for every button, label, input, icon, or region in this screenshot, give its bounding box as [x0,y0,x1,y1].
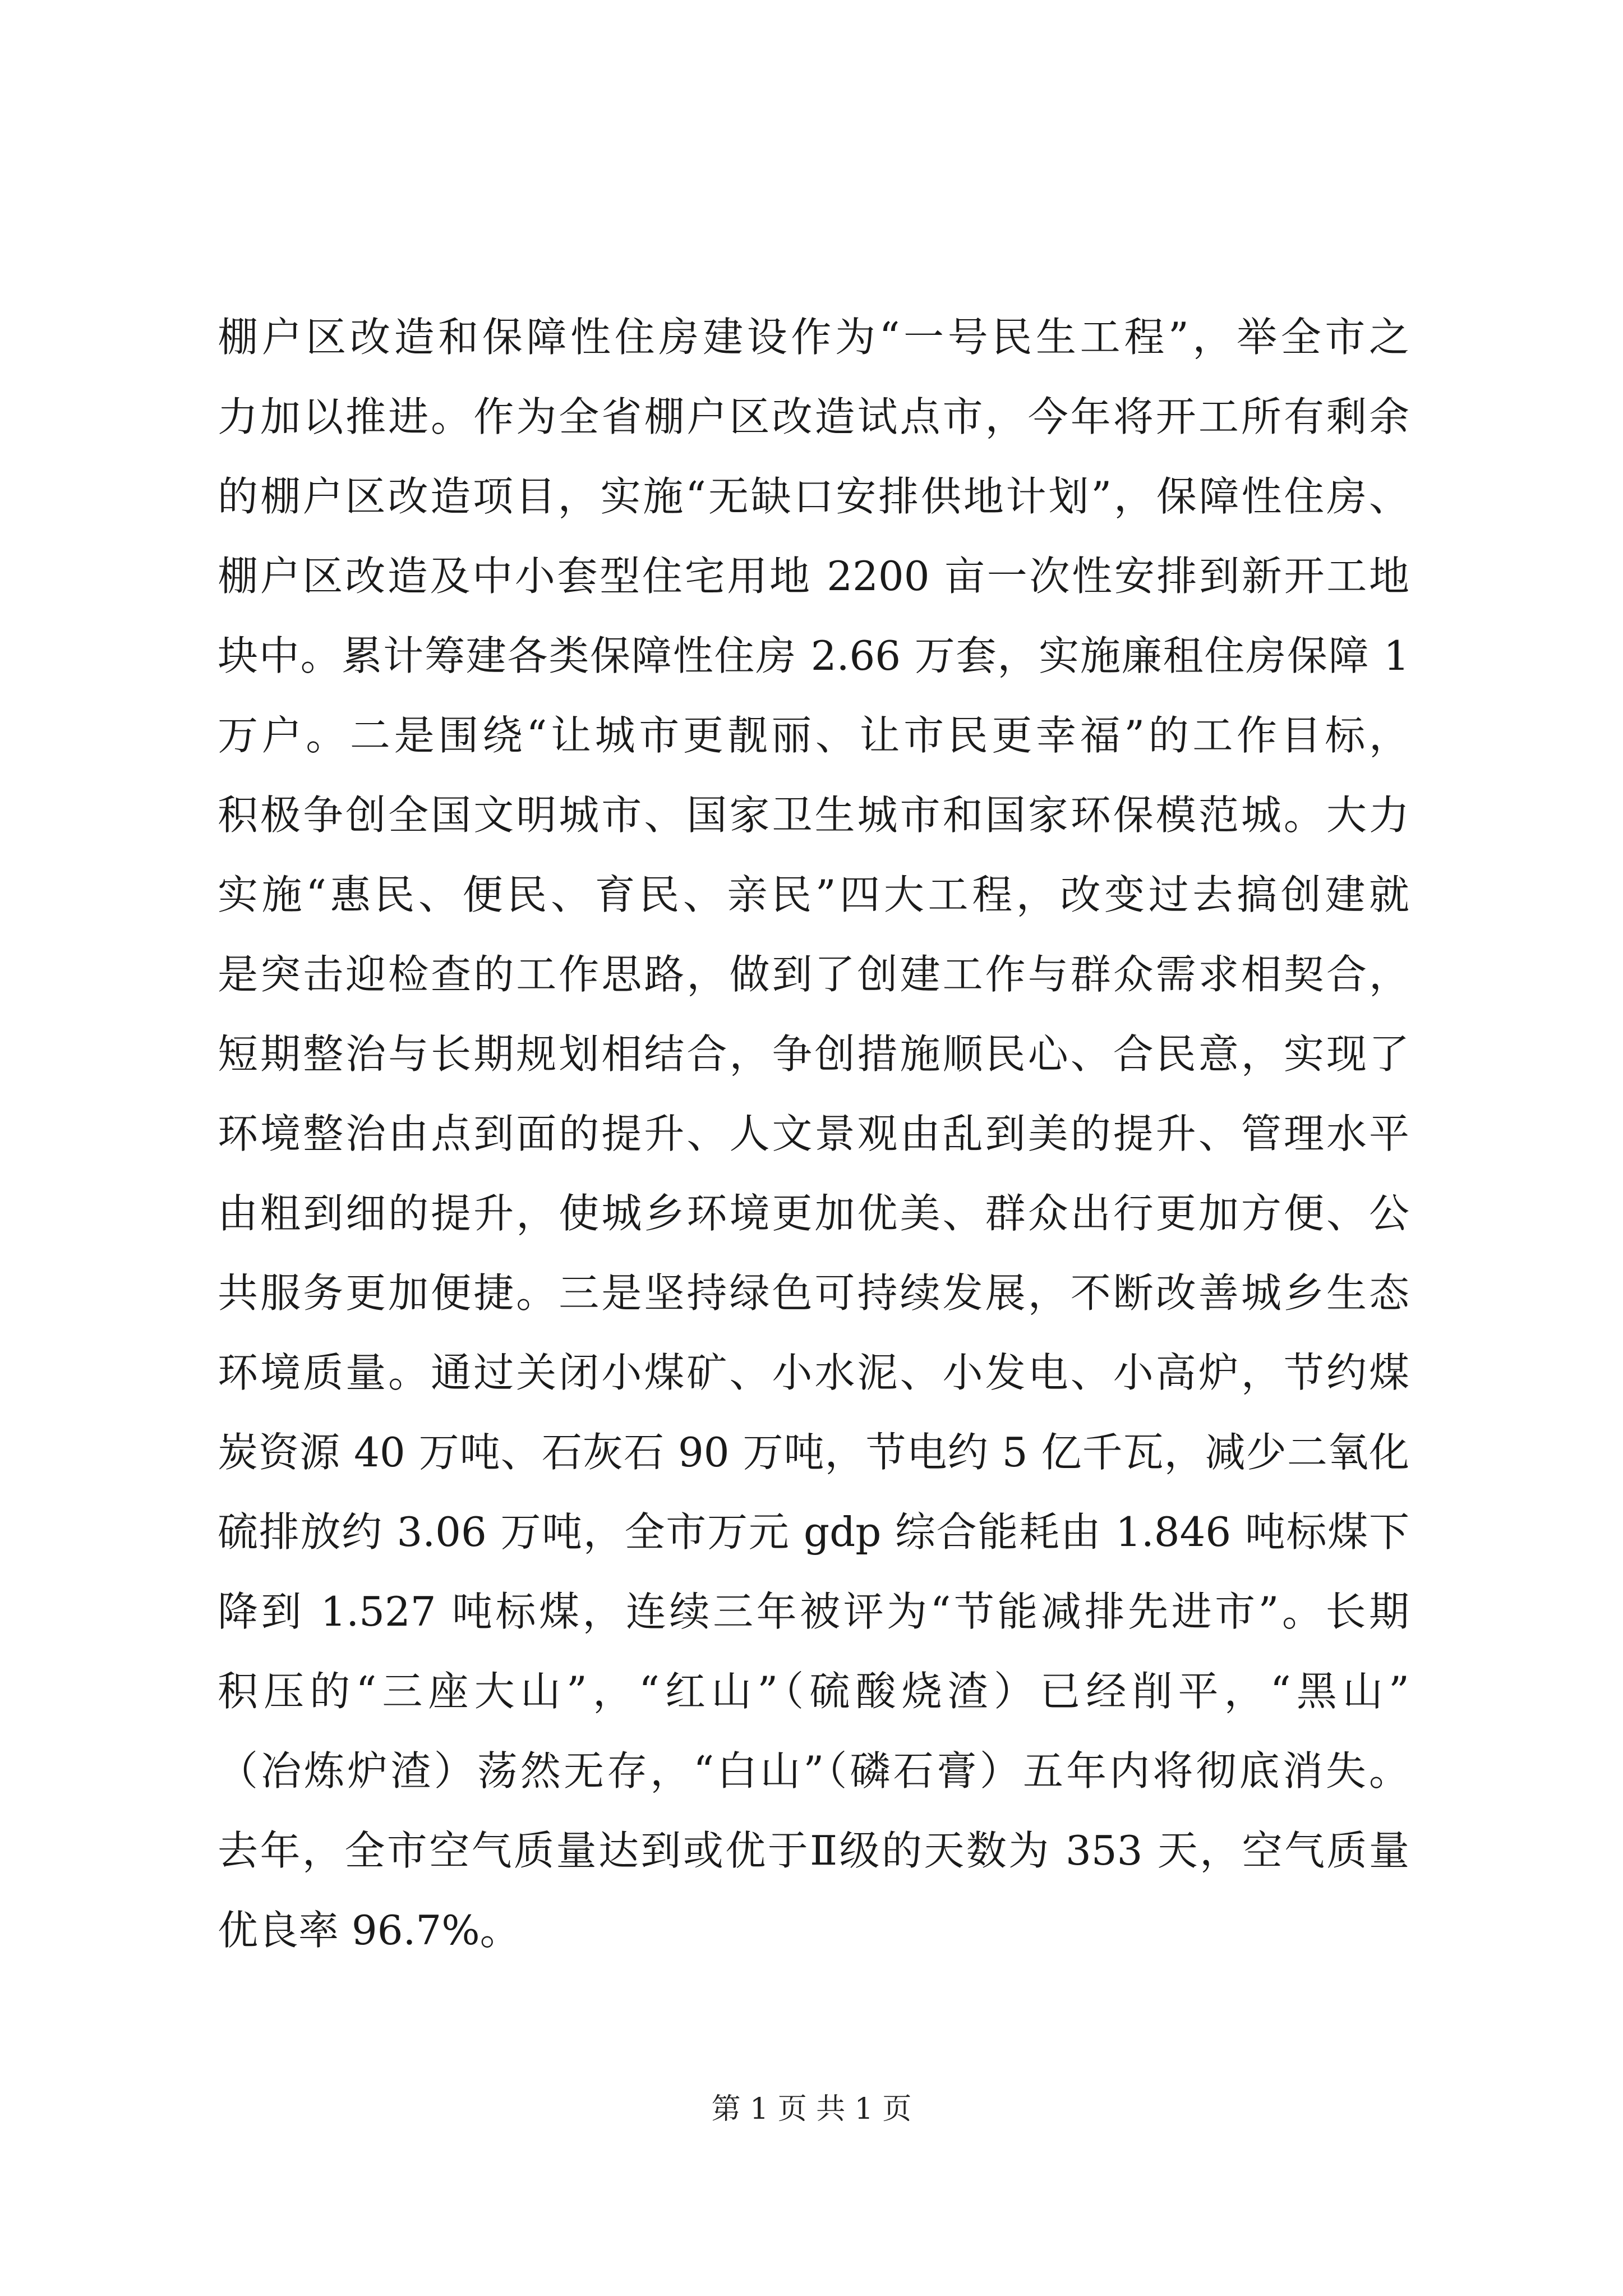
paragraph-line: 硫排放约 3.06 万吨，全市万元 gdp 综合能耗由 1.846 吨标煤下 [218,1508,1409,1556]
paragraph-line: 棚户区改造及中小套型住宅用地 2200 亩一次性安排到新开工地 [218,553,1409,600]
paragraph-line: 积压的“三座大山”，“红山”（硫酸烧渣）已经削平，“黑山” [218,1668,1409,1715]
body-paragraph [218,297,1409,1970]
paragraph-line: 去年，全市空气质量达到或优于Ⅱ级的天数为 353 天，空气质量 [218,1827,1409,1874]
paragraph-line: 短期整治与长期规划相结合，争创措施顺民心、合民意，实现了 [218,1030,1409,1078]
paragraph-line: 棚户区改造和保障性住房建设作为“一号民生工程”，举全市之 [218,314,1409,361]
paragraph-line: 降到 1.527 吨标煤，连续三年被评为“节能减排先进市”。长期 [218,1588,1409,1635]
paragraph-line: 实施“惠民、便民、育民、亲民”四大工程，改变过去搞创建就 [218,871,1409,918]
paragraph-line: 环境整治由点到面的提升、人文景观由乱到美的提升、管理水平 [218,1110,1409,1157]
paragraph-line: 优良率 96.7%。 [218,1907,520,1954]
paragraph-line: 共服务更加便捷。三是坚持绿色可持续发展，不断改善城乡生态 [218,1269,1409,1317]
paragraph-line: 是突击迎检查的工作思路，做到了创建工作与群众需求相契合， [218,951,1409,998]
paragraph-line: 力加以推进。作为全省棚户区改造试点市，今年将开工所有剩余 [218,393,1409,440]
paragraph-line: （冶炼炉渣）荡然无存，“白山”（磷石膏）五年内将彻底消失。 [218,1747,1409,1795]
page-number-footer: 第 1 页 共 1 页 [711,2092,912,2126]
paragraph-line: 块中。累计筹建各类保障性住房 2.66 万套，实施廉租住房保障 1 [218,632,1409,679]
paragraph-line: 万户。二是围绕“让城市更靓丽、让市民更幸福”的工作目标， [218,712,1409,759]
paragraph-line: 积极争创全国文明城市、国家卫生城市和国家环保模范城。大力 [218,792,1409,839]
paragraph-line: 环境质量。通过关闭小煤矿、小水泥、小发电、小高炉，节约煤 [218,1349,1409,1396]
paragraph-line: 炭资源 40 万吨、石灰石 90 万吨，节电约 5 亿千瓦，减少二氧化 [218,1429,1409,1476]
paragraph-line: 的棚户区改造项目，实施“无缺口安排供地计划”，保障性住房、 [218,473,1409,520]
paragraph-line: 由粗到细的提升，使城乡环境更加优美、群众出行更加方便、公 [218,1190,1409,1237]
